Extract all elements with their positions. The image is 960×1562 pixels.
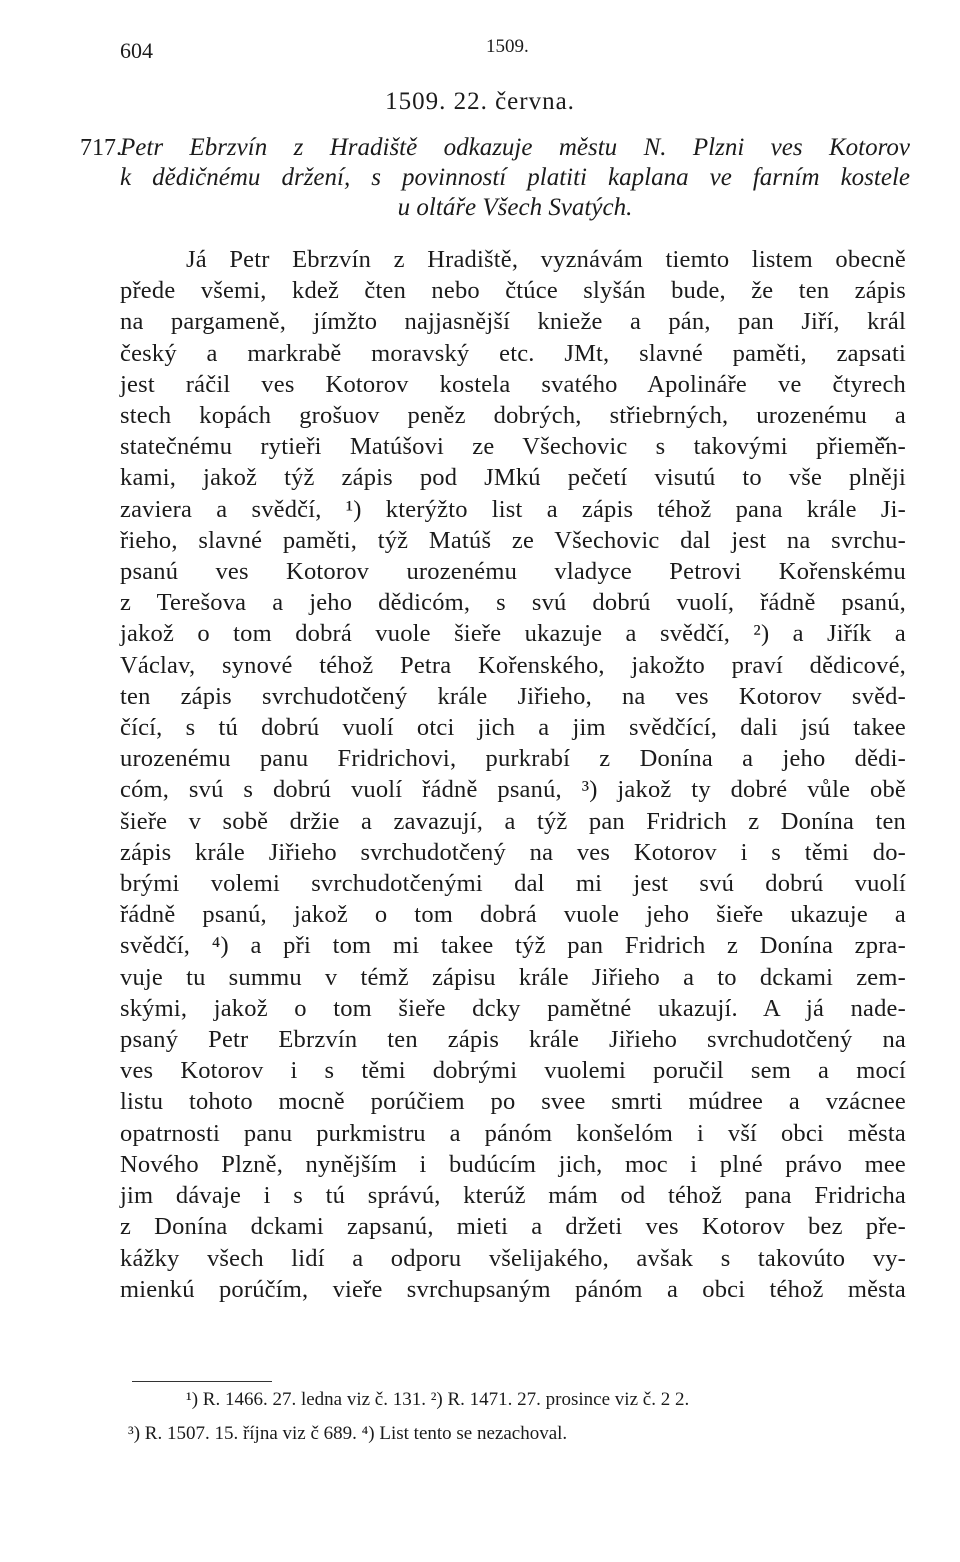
- body-text-line: čící, s tú dobrú vuolí otci jich a jim svědčící, dali jsú takee: [120, 714, 906, 742]
- body-text-line: opatrnosti panu purkmistru a pánóm konšelóm i vší obci města: [120, 1119, 906, 1147]
- body-text-line: urozenému panu Fridrichovi, purkrabí z Donína a jeho dědi-: [120, 745, 906, 773]
- body-text-line: zápis krále Jiřieho svrchudotčený na ves Kotorov i s těmi do-: [120, 838, 906, 866]
- body-text-line: přede všemi, kdež čten nebo čtúce slyšán bude, že ten zápis: [120, 277, 906, 305]
- body-text-line: skými, jakož o tom šieře dcky pamětné ukazují. A já nade-: [120, 994, 906, 1022]
- body-text-line: ten zápis svrchudotčený krále Jiřieho, na ves Kotorov svěd-: [120, 682, 906, 710]
- body-text-line: řádně psanú, jakož o tom dobrá vuole jeho šieře ukazuje a: [120, 901, 906, 929]
- body-text-line: statečnému rytieři Matúšovi ze Všechovic s takovými přiemě̌n-: [120, 433, 906, 461]
- body-text-line: stech kopách grošuov peněz dobrých, střiebrných, urozenému a: [120, 402, 906, 430]
- document-number: 717.: [80, 135, 122, 161]
- body-text-line: cóm, svú s dobrú vuolí řádně psanú, ³) jakož ty dobré vůle obě: [120, 776, 906, 804]
- body-text-line: jest ráčil ves Kotorov kostela svatého Apolináře ve čtyrech: [120, 370, 906, 398]
- body-text-line: český a markrabě moravský etc. JMt, slavné paměti, zapsati: [120, 339, 906, 367]
- body-text-line: vuje tu summu v témž zápisu krále Jiřieho a to dckami zem-: [120, 963, 906, 991]
- body-text-line: ves Kotorov i s těmi dobrými vuolemi poručil sem a mocí: [120, 1057, 906, 1085]
- body-text-line: Nového Plzně, nynějším i budúcím jich, moc i plné právo mee: [120, 1150, 906, 1178]
- footnote-line: ¹) R. 1466. 27. ledna viz č. 131. ²) R. 1471. 27. prosince viz č. 2 2.: [186, 1389, 690, 1410]
- running-head-year: 1509.: [486, 36, 529, 57]
- page-number: 604: [120, 38, 153, 63]
- body-text-line: kami, jakož týž zápis pod JMkú pečetí visutú to vše plněji: [120, 464, 906, 492]
- body-text-line: psanú ves Kotorov urozenému vladyce Petrovi Kořenskému: [120, 558, 906, 586]
- regest-summary: [120, 133, 910, 223]
- document-date-heading: 1509. 22. června.: [385, 88, 575, 115]
- body-text-line: kážky všech lidí a odporu všelijakého, avšak s takovúto vy-: [120, 1244, 906, 1272]
- body-text-line: z Donína dckami zapsanú, mieti a držeti ves Kotorov bez pře-: [120, 1213, 906, 1241]
- body-text-line: jakož o tom dobrá vuole šieře ukazuje a svědčí, ²) a Jiřík a: [120, 620, 906, 648]
- footnote-separator-rule: [132, 1381, 272, 1382]
- regest-line: k dědičnému držení, s povinností platiti kaplana ve farním kostele: [120, 164, 910, 191]
- body-text-line: z Terešova a jeho dědicóm, s svú dobrú vuolí, řádně psanú,: [120, 589, 906, 617]
- body-text-line: zaviera a svědčí, ¹) kterýžto list a zápis téhož pana krále Ji-: [120, 495, 906, 523]
- body-text-line: na pargameně, jímžto najjasnější kniežе a pán, pan Jiří, král: [120, 308, 906, 336]
- document-body-text: [120, 244, 906, 1305]
- body-text-line: Já Petr Ebrzvín z Hradiště, vyznávám tiemto listem obecně: [186, 246, 906, 273]
- regest-line: Petr Ebrzvín z Hradiště odkazuje městu N. Plzni ves Kotorov: [120, 134, 910, 161]
- regest-line: u oltáře Všech Svatých.: [397, 194, 633, 221]
- body-text-line: řieho, slavné paměti, týž Matúš ze Všechovic dal jest na svrchu-: [120, 526, 906, 554]
- body-text-line: psaný Petr Ebrzvín ten zápis krále Jiřieho svrchudotčený na: [120, 1026, 906, 1054]
- body-text-line: brými volemi svrchudotčenými dal mi jest svú dobrú vuolí: [120, 870, 906, 898]
- footnote-line: ³) R. 1507. 15. října viz č 689. ⁴) List tento se nezachoval.: [128, 1423, 568, 1444]
- body-text-line: listu tohoto mocně porúčiem po svee smrti múdree a vzácnee: [120, 1088, 906, 1116]
- body-text-line: šieře v sobě držie a zavazují, a týž pan Fridrich z Donína ten: [120, 807, 906, 835]
- body-text-line: svědčí, ⁴) a při tom mi takee týž pan Fridrich z Donína zpra-: [120, 932, 906, 960]
- footnotes: [128, 1383, 908, 1451]
- body-text-line: jim dávaje i s tú správú, kterúž mám od téhož pana Fridricha: [120, 1182, 906, 1210]
- body-text-line: mienkú porúčím, vieře svrchupsaným pánóm a obci téhož města: [120, 1275, 906, 1303]
- body-text-line: Václav, synové téhož Petra Kořenského, jakožto praví dědicové,: [120, 651, 906, 679]
